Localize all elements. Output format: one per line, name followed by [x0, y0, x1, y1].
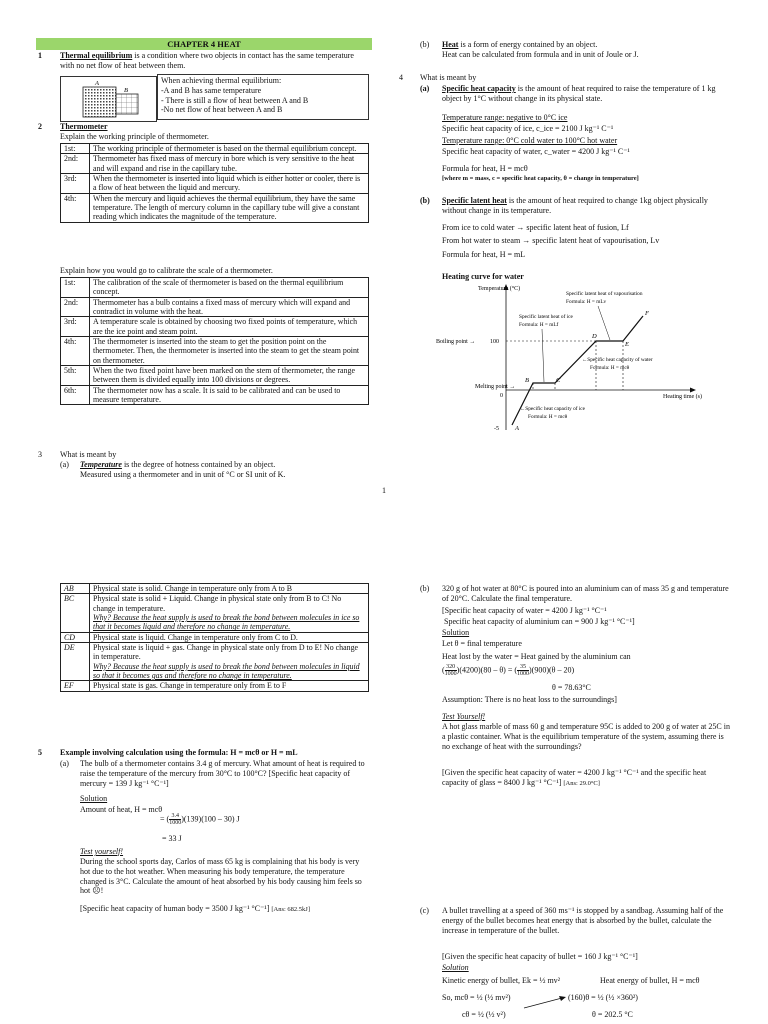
- step-text: The thermometer is inserted into the steam to get the position point on the thermometer. Then, the thermometer is inserted into the steam to get the steam point on thermometer.: [90, 336, 369, 365]
- test-yourself-2: Test Yourself!: [442, 712, 486, 721]
- numerator: 320: [446, 664, 456, 670]
- test1-given-text: [Specific heat capacity of human body = 3500 J kg⁻¹ °C⁻¹]: [80, 904, 270, 913]
- q5c-so: So, mcθ = ½ (½ mv²): [442, 993, 511, 1002]
- table-row: [61, 385, 369, 405]
- segment-text: [90, 584, 369, 594]
- table-row: [61, 681, 369, 691]
- q3b-label: (b): [420, 40, 430, 49]
- q3a-text2: Measured using a thermometer and in unit of °C or SI unit of K.: [80, 470, 286, 479]
- denominator: 1000: [444, 671, 457, 677]
- q3-number: 3: [38, 450, 42, 459]
- point-f: F: [645, 310, 649, 317]
- test-yourself-1: Test yourself!: [80, 847, 124, 856]
- point-e: E: [625, 341, 629, 348]
- table-row: [61, 584, 369, 594]
- step-label: 6th:: [61, 385, 90, 405]
- table-row: [61, 144, 369, 154]
- ann-vap-pointer: [598, 306, 610, 340]
- formula-mc-theta: Formula for heat, H = mcθ: [442, 164, 528, 173]
- melting-point-label: Melting point →: [475, 384, 516, 390]
- table-row: [61, 594, 369, 632]
- ann-fusion-formula: Formula: H = mLf: [519, 322, 559, 328]
- q5c-label: (c): [420, 906, 429, 915]
- fraction: [169, 813, 181, 826]
- fraction: [517, 664, 529, 677]
- table-row: [61, 642, 369, 680]
- table-row: [61, 317, 369, 337]
- step-label: 3rd:: [61, 317, 90, 337]
- ann-ice-formula: Formula: H = mcθ: [528, 414, 568, 420]
- vapourisation-line: From hot water to steam → specific latent heat of vapourisation, Lv: [442, 236, 660, 245]
- segment-text: [90, 594, 369, 632]
- step-text: The calibration of the scale of thermometer is based on the thermal equilibrium concept.: [90, 278, 369, 298]
- box-line: -A and B has same temperature: [161, 85, 262, 95]
- segment-why: Why? Because the heat supply is used to break the bond between molecules in liquid so that it becomes gas and therefore no change in temperature.: [93, 661, 360, 680]
- x-axis-arrow: [690, 388, 696, 393]
- test1-answer: [Ans: 682.5kJ]: [271, 906, 310, 913]
- object-b-block: [116, 94, 138, 114]
- ann-vapourisation: Specific latent heat of vapourisation: [566, 291, 643, 297]
- q5c-given: [Given the specific heat capacity of bullet = 160 J kg⁻¹ °C⁻¹]: [442, 952, 638, 961]
- boiling-point-label: Boiling point →: [436, 339, 476, 345]
- page-number: 1: [382, 486, 386, 495]
- step-text: Thermometer has a bulb contains a fixed mass of mercury which will expand and contradict in volume with the heat.: [90, 297, 369, 317]
- segment-text: [90, 632, 369, 642]
- arrow-head: [559, 996, 566, 1001]
- q4b-text: [442, 196, 732, 216]
- q5-number: 5: [38, 748, 42, 757]
- denominator: 1000: [169, 820, 182, 826]
- step-label: 1st:: [61, 144, 90, 154]
- tick-100: 100: [490, 339, 499, 345]
- q4a-text: [442, 84, 732, 104]
- segment-text: [90, 681, 369, 691]
- q5a-solution-label: Solution: [80, 794, 108, 803]
- point-b: B: [525, 377, 529, 384]
- ann-ice: ←Specific heat capacity of ice: [520, 406, 586, 412]
- x-axis-label: Heating time (s): [663, 394, 702, 400]
- ann-fusion-pointer: [542, 329, 544, 382]
- point-c: C: [556, 377, 561, 384]
- table-row: [61, 365, 369, 385]
- physical-state-table: [60, 583, 369, 692]
- tick-minus5: -5: [494, 426, 499, 432]
- q2-intro1: Explain the working principle of thermometer.: [60, 132, 209, 141]
- latent-heat-definition: is the amount of heat required to change 1kg object physically without change in its temperature.: [442, 196, 708, 215]
- step-text: The working principle of thermometer is based on the thermal equilibrium concept.: [90, 144, 369, 154]
- box-line: -No net flow of heat between A and B: [161, 105, 283, 115]
- q4b-label: (b): [420, 196, 430, 205]
- q5a-line3: = 33 J: [162, 834, 182, 843]
- fusion-line: From ice to cold water → specific latent heat of fusion, Lf: [442, 223, 629, 232]
- q5c-text: A bullet travelling at a speed of 360 ms⁻¹ is stopped by a sandbag. Assuming half of the energy of the bullet becomes heat energy that is absorbed by the bullet, calculate the increase in temperature of the bullet.: [442, 906, 724, 935]
- q5b-given1: [Specific heat capacity of water = 4200 J kg⁻¹ °C⁻¹: [442, 606, 607, 615]
- chapter-title: CHAPTER 4 HEAT: [36, 38, 372, 50]
- segment-description: Physical state is liquid + gas. Change in physical state only from D to E! No change in temperature.: [93, 642, 359, 662]
- step-label: 3rd:: [61, 173, 90, 193]
- formula-where: [where m = mass, c = specific heat capacity, θ = change in temperature]: [442, 175, 639, 182]
- y-axis-label: Temperature (°C): [478, 286, 521, 292]
- q1-number: 1: [38, 51, 42, 60]
- segment-label: BC: [61, 594, 90, 632]
- table-row: [61, 173, 369, 193]
- table-row: [61, 193, 369, 222]
- specific-heat-definition: is the amount of heat required to raise the temperature of 1 kg object by 1°C without change in its physical state.: [442, 84, 716, 103]
- step-label: 4th:: [61, 336, 90, 365]
- table-row: [61, 632, 369, 642]
- q5b-mid2: )(900)(θ – 20): [529, 665, 575, 675]
- q5a-line1: Amount of heat, H = mcθ: [80, 805, 163, 814]
- fraction: [445, 664, 457, 677]
- step-text: When the two fixed point have been marked on the stem of thermometer, the range between them is divided equally into 100 divisions or degrees.: [90, 365, 369, 385]
- segment-label: DE: [61, 642, 90, 680]
- step-label: 1st:: [61, 278, 90, 298]
- tick-0: 0: [500, 393, 503, 399]
- q3b-text2: Heat can be calculated from formula and in unit of Joule or J.: [442, 50, 639, 59]
- q5b-solution-label: Solution: [442, 628, 470, 637]
- q5c-solution-label: Solution: [442, 963, 469, 972]
- step-text: A temperature scale is obtained by choosing two fixed points of temperature, which are the ice point and steam point.: [90, 317, 369, 337]
- q5b-assumption: Assumption: There is no heat loss to the surroundings]: [442, 695, 617, 704]
- arrow-line: [524, 998, 562, 1008]
- test2-answer: [Ans: 29.0°C]: [563, 779, 600, 787]
- temperature-term: Temperature: [80, 460, 122, 469]
- table-row: [61, 278, 369, 298]
- ann-water: ←Specific heat capacity of water: [582, 357, 653, 363]
- q1-definition: is a condition where two objects in contact has the same temperature with no net flow of heat between them.: [60, 51, 354, 70]
- step-label: 5th:: [61, 365, 90, 385]
- q4-number: 4: [399, 73, 403, 82]
- q1-text: [60, 51, 370, 71]
- diagram-label-a: A: [95, 80, 99, 87]
- diagram-label-b: B: [124, 87, 128, 94]
- q5b-result: θ = 78.63°C: [552, 683, 591, 692]
- calibration-table: [60, 277, 369, 405]
- ann-water-formula: Formula: H = mcθ: [590, 365, 630, 371]
- q5c-arrow: [522, 994, 568, 1012]
- range-ice-heading: Temperature range: negative to 0°C ice: [442, 113, 568, 122]
- q3-intro: What is meant by: [60, 450, 117, 459]
- ice-heat-capacity: Specific heat capacity of ice, c_ice = 2100 J kg⁻¹ C⁻¹: [442, 124, 614, 133]
- test2-given-text: [Given the specific heat capacity of water = 4200 J kg⁻¹ °C⁻¹ and the specific heat capacity of glass = 8400 J kg⁻¹ °C⁻¹]: [442, 768, 707, 787]
- step-text: Thermometer has fixed mass of mercury in bore which is very sensitive to the heat and will expand and rise in the capillary tube.: [90, 154, 369, 174]
- latent-heat-term: Specific latent heat: [442, 196, 507, 205]
- q2-number: 2: [38, 122, 42, 131]
- heating-curve-diagram: [430, 280, 750, 440]
- segment-description: Physical state is solid. Change in temperature only from A to B: [93, 584, 292, 593]
- step-text: When the mercury and liquid achieves the thermal equilibrium, they have the same temperature. The length of mercury column in the capillary tube will give a constant reading which indicates the magnitude of the temperature.: [90, 193, 369, 222]
- equilibrium-diagram: [60, 76, 157, 122]
- ann-fusion: Specific latent heat of ice: [519, 314, 573, 320]
- segment-why: Why? Because the heat supply is used to break the bond between molecules in ice so that it becomes liquid and therefore no change in temperature.: [93, 612, 360, 632]
- specific-heat-term: Specific heat capacity: [442, 84, 516, 93]
- step-label: 4th:: [61, 193, 90, 222]
- segment-description: Physical state is solid + Liquid. Change in physical state only from B to C! No change in temperature.: [93, 594, 342, 613]
- test2-given: [442, 768, 734, 788]
- table-row: [61, 336, 369, 365]
- temperature-definition: is the degree of hotness contained by an object.: [121, 460, 276, 469]
- q5b-balance: Heat lost by the water = Heat gained by the aluminium can: [442, 652, 631, 661]
- table-row: [61, 297, 369, 317]
- q5c-kinetic: Kinetic energy of bullet, Ek = ½ mv²: [442, 976, 561, 985]
- test1-given: [80, 904, 310, 914]
- table-row: [61, 154, 369, 174]
- numerator: 35: [517, 664, 529, 671]
- working-principle-table: [60, 143, 369, 223]
- segment-description: Physical state is gas. Change in temperature only from E to F: [93, 681, 287, 691]
- q5b-equation: ( $\frac{320}{1000}$ )(4200)(80 – θ) = ( $\frac{35}{1000}$ )(900)(θ – 20): [442, 664, 575, 677]
- q3a-label: (a): [60, 460, 69, 469]
- segment-label: AB: [61, 584, 90, 594]
- water-heat-capacity: Specific heat capacity of water, c_water = 4200 J kg⁻¹ C⁻¹: [442, 147, 630, 156]
- q5c-result: θ = 202.5 °C: [592, 1010, 633, 1019]
- thermometer-heading: Thermometer: [60, 122, 108, 131]
- object-a-block: [83, 87, 116, 117]
- q5b-mid1: )(4200)(80 – θ) = (: [456, 665, 517, 675]
- point-a: A: [515, 425, 519, 432]
- segment-label: CD: [61, 632, 90, 642]
- q5c-ctheta: cθ = ½ (½ v²): [462, 1010, 506, 1019]
- thermal-equilibrium-term: Thermal equilibrium: [60, 51, 133, 60]
- equilibrium-box: [157, 74, 369, 120]
- segment-description: Physical state is liquid. Change in temperature only from C to D.: [93, 632, 298, 642]
- heat-definition: is a form of energy contained by an object.: [458, 40, 598, 49]
- q2-intro2: Explain how you would go to calibrate the scale of a thermometer.: [60, 266, 273, 275]
- step-text: When the thermometer is inserted into liquid which is either hotter or cooler, there is a flow of heat between the liquid and mercury.: [90, 173, 369, 193]
- point-d: D: [592, 333, 597, 340]
- segment-label: EF: [61, 681, 90, 691]
- q5b-text: 320 g of hot water at 80°C is poured into an aluminium can of mass 35 g and temperature of 20°C. Calculate the final temperature.: [442, 584, 729, 603]
- q5a-label: (a): [60, 759, 69, 768]
- q3b-text: [442, 40, 742, 50]
- q5c-substitution: (160)θ = ½ (½ ×360²): [568, 993, 638, 1002]
- q3a-text: [80, 460, 370, 470]
- q5a-calc: (139)(100 – 30) J: [183, 814, 240, 824]
- q5b-label: (b): [420, 584, 430, 593]
- equilibrium-diagram-svg: [61, 77, 156, 121]
- ann-vapourisation-formula: Formula: H = mLv: [566, 299, 607, 305]
- heat-term: Heat: [442, 40, 459, 49]
- q4a-label: (a): [420, 84, 430, 93]
- heating-curve-title: Heating curve for water: [442, 272, 524, 281]
- q5b-given2: Specific heat capacity of aluminium can = 900 J kg⁻¹ °C⁻¹]: [444, 617, 635, 626]
- q5c-heat: Heat energy of bullet, H = mcθ: [600, 976, 700, 985]
- step-text: The thermometer now has a scale. It is said to be calibrated and can be used to measure temperature.: [90, 385, 369, 405]
- segment-text: [90, 642, 369, 680]
- test2-text: A hot glass marble of mass 60 g and temperature 95C is added to 200 g of water at 25C in a plastic container. What is the equilibrium temperature of the system, assuming there is no exchange of heat with the surroundings?: [442, 722, 730, 751]
- step-label: 2nd:: [61, 297, 90, 317]
- q5a-line2: = ( $\frac{3.4}{1000}$ )(139)(100 – 30) J: [160, 813, 240, 826]
- denominator: 1000: [517, 671, 529, 677]
- test1-text: During the school sports day, Carlos of mass 65 kg is complaining that his body is very hot due to the hot weather. When measuring his body temperature, the temperature changed is 3°C. Calculate the amount of heat absorbed by his body causing him feels so hot ☹!: [80, 857, 362, 896]
- q5-heading: Example involving calculation using the formula: H = mcθ or H = mL: [60, 748, 298, 757]
- numerator: 3.4: [169, 813, 181, 820]
- range-water-heading: Temperature range: 0°C cold water to 100°C hot water: [442, 136, 618, 145]
- box-line: When achieving thermal equilibrium:: [161, 76, 282, 85]
- formula-ml: Formula for heat, H = mL: [442, 250, 526, 259]
- q5a-text: The bulb of a thermometer contains 3.4 g of mercury. What amount of heat is required to raise the temperature of the mercury from 30°C to 100°C? [Specific heat capacity of mercury = 139 J kg⁻¹ °C⁻¹]: [80, 759, 365, 788]
- box-line: - There is still a flow of heat between A and B: [161, 95, 309, 105]
- q5b-let: Let θ = final temperature: [442, 639, 522, 648]
- step-label: 2nd:: [61, 154, 90, 174]
- q4-intro: What is meant by: [420, 73, 477, 82]
